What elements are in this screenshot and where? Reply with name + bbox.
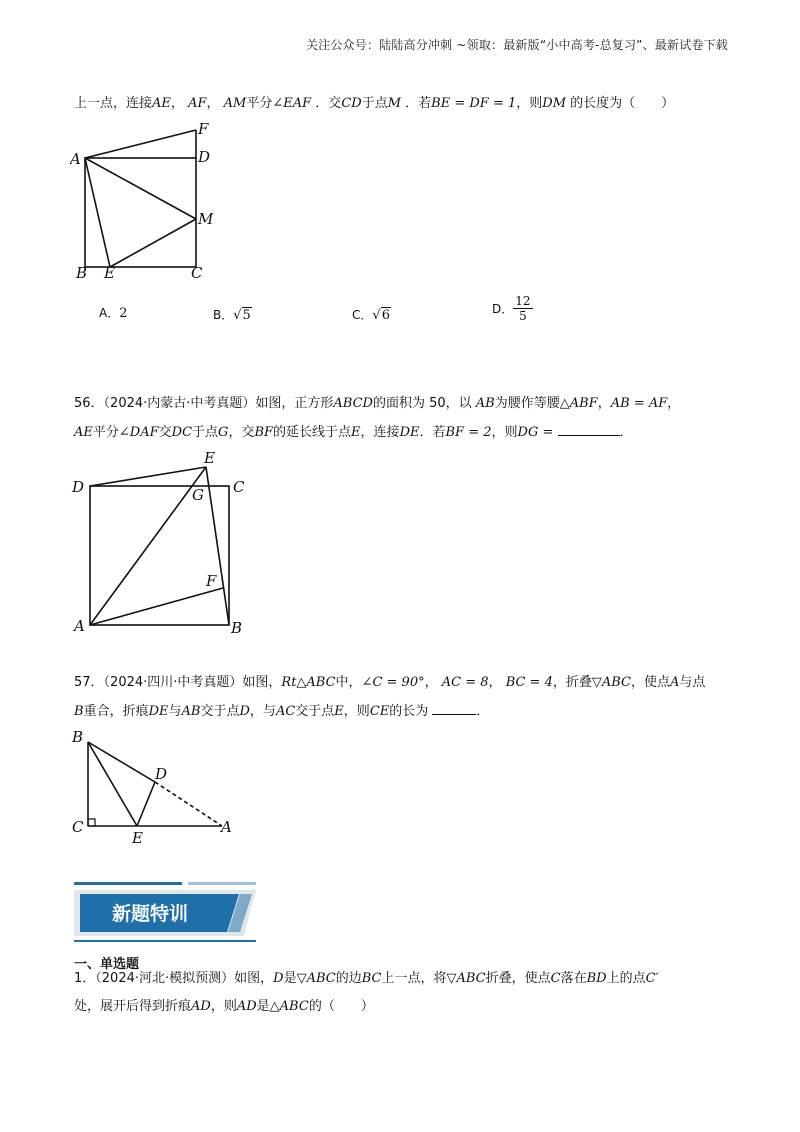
math: ▽ABC bbox=[446, 971, 486, 986]
banner-top-line bbox=[74, 882, 182, 885]
label-e: E bbox=[204, 449, 215, 467]
section-banner bbox=[74, 882, 256, 946]
math: AB bbox=[181, 704, 201, 719]
text: 处，展开后得到折痕 bbox=[74, 999, 192, 1014]
math: AF bbox=[188, 96, 207, 111]
math: △ABC bbox=[269, 999, 309, 1014]
text: 落在 bbox=[560, 971, 587, 986]
math: BC = 4 bbox=[505, 675, 553, 690]
text: 的长度为（ ） bbox=[570, 96, 675, 111]
math: DM bbox=[542, 96, 566, 111]
segment-da-dashed bbox=[155, 782, 222, 826]
option-b[interactable] bbox=[213, 306, 252, 323]
text: 于点 bbox=[361, 96, 388, 111]
segment-ae bbox=[90, 467, 206, 625]
math: AC bbox=[275, 704, 296, 719]
q56-line1 bbox=[74, 395, 680, 413]
math: E bbox=[351, 425, 361, 440]
option-label: B． bbox=[213, 308, 234, 322]
math: BE = DF = 1 bbox=[431, 96, 517, 111]
segment-af bbox=[90, 588, 223, 625]
label-e: E bbox=[132, 829, 143, 847]
text: 的面积为 50，以 bbox=[372, 396, 472, 411]
q1-line1 bbox=[74, 970, 659, 988]
text: ，则 bbox=[516, 96, 543, 111]
label-c: C bbox=[191, 264, 203, 282]
label-a: A bbox=[70, 150, 81, 168]
label-d: D bbox=[155, 765, 168, 783]
section-title: 一、单选题 bbox=[74, 957, 140, 972]
math: Rt△ABC bbox=[281, 675, 336, 690]
text: 上一点，连接 bbox=[74, 96, 153, 111]
text: ，连接 bbox=[360, 425, 400, 440]
label-a: A bbox=[74, 617, 85, 635]
math: CE bbox=[369, 704, 390, 719]
text: 56．（2024·内蒙古·中考真题）如图，正方形 bbox=[74, 396, 334, 411]
math: ∠DAF bbox=[118, 425, 159, 440]
option-c[interactable] bbox=[352, 306, 391, 323]
label-m: M bbox=[198, 210, 214, 228]
segment-eb bbox=[206, 467, 229, 625]
text: 平分 bbox=[246, 96, 273, 111]
math: AB bbox=[475, 396, 495, 411]
math: DE bbox=[148, 704, 169, 719]
banner-title: 新题特训 bbox=[112, 903, 189, 925]
radicand: 6 bbox=[381, 308, 390, 323]
text: 交于点 bbox=[295, 704, 335, 719]
text: ， bbox=[597, 396, 611, 411]
segment-em bbox=[110, 219, 196, 267]
math: A bbox=[670, 675, 680, 690]
answer-blank[interactable] bbox=[432, 713, 476, 715]
right-angle-mark bbox=[88, 819, 95, 826]
math: G bbox=[218, 425, 229, 440]
text: ，则 bbox=[210, 999, 237, 1014]
q56-line2 bbox=[74, 424, 633, 442]
sqrt: √6 bbox=[372, 308, 390, 323]
math: AD bbox=[191, 999, 211, 1014]
math: BF bbox=[254, 425, 274, 440]
page-header: 关注公众号：陆陆高分冲刺 ~领取：最新版“小中高考-总复习”、最新试卷下载 bbox=[305, 38, 728, 52]
math: BC bbox=[361, 971, 382, 986]
math: ▽ABC bbox=[296, 971, 336, 986]
text: ． bbox=[619, 425, 633, 440]
segment-de bbox=[137, 782, 155, 826]
text: ， bbox=[206, 96, 220, 111]
option-label: A． bbox=[99, 306, 120, 320]
math: C bbox=[550, 971, 561, 986]
text: 上的点 bbox=[606, 971, 646, 986]
label-f: F bbox=[198, 120, 209, 138]
math: D bbox=[273, 971, 284, 986]
label-b: B bbox=[76, 264, 88, 282]
label-d: D bbox=[72, 478, 85, 496]
text: 为腰作等腰 bbox=[494, 396, 560, 411]
label-b: B bbox=[72, 728, 84, 746]
text: ，则 bbox=[343, 704, 370, 719]
math: AC = 8 bbox=[441, 675, 489, 690]
math: AE bbox=[152, 96, 171, 111]
text: 与 bbox=[168, 704, 182, 719]
text: 中， bbox=[335, 675, 362, 690]
text: 交于点 bbox=[200, 704, 240, 719]
math: C′ bbox=[645, 971, 659, 986]
label-e: E bbox=[104, 264, 115, 282]
text: 于点 bbox=[192, 425, 219, 440]
text: 1．（2024·河北·模拟预测）如图， bbox=[74, 971, 274, 986]
radicand: 5 bbox=[242, 308, 251, 323]
math: DE bbox=[399, 425, 420, 440]
text: ，则 bbox=[491, 425, 518, 440]
math: D bbox=[239, 704, 250, 719]
math: B bbox=[74, 704, 84, 719]
math: ABCD bbox=[333, 396, 373, 411]
numerator: 12 bbox=[515, 294, 531, 308]
segment-am bbox=[85, 158, 196, 219]
math: BF = 2 bbox=[445, 425, 492, 440]
math: AB = AF bbox=[610, 396, 668, 411]
text: 是 bbox=[256, 999, 270, 1014]
text: 的（ ） bbox=[308, 999, 374, 1014]
text: ．交 bbox=[315, 96, 342, 111]
math: E bbox=[334, 704, 344, 719]
text: ，使点 bbox=[631, 675, 671, 690]
math: DG = bbox=[517, 425, 554, 440]
text: 折叠，使点 bbox=[485, 971, 551, 986]
label-a: A bbox=[221, 818, 232, 836]
text: ． bbox=[476, 704, 490, 719]
q57-line2 bbox=[74, 703, 489, 721]
q57-figure bbox=[70, 726, 245, 851]
text: ， bbox=[667, 396, 681, 411]
fraction bbox=[513, 294, 532, 323]
text: ．若 bbox=[419, 425, 446, 440]
banner-top-line-light bbox=[188, 882, 256, 885]
math: AM bbox=[223, 96, 247, 111]
text: ， bbox=[488, 675, 502, 690]
q57-line1 bbox=[74, 674, 705, 692]
q55-stem bbox=[74, 95, 674, 113]
banner-bottom-line bbox=[74, 940, 256, 942]
math: AD bbox=[236, 999, 257, 1014]
math: M bbox=[387, 96, 402, 111]
math: CD bbox=[341, 96, 362, 111]
segment-af bbox=[85, 130, 196, 158]
segment-ae bbox=[85, 158, 110, 267]
text: 上一点，将 bbox=[381, 971, 447, 986]
option-d[interactable] bbox=[492, 294, 533, 323]
label-c: C bbox=[233, 478, 245, 496]
text: 是 bbox=[283, 971, 297, 986]
math: AE bbox=[74, 425, 93, 440]
denominator: 5 bbox=[519, 309, 527, 323]
text: 重合，折痕 bbox=[83, 704, 149, 719]
label-c: C bbox=[72, 818, 84, 836]
text: 57．（2024·四川·中考真题）如图， bbox=[74, 675, 282, 690]
text: 的长为 bbox=[389, 704, 429, 719]
label-f: F bbox=[206, 572, 217, 590]
segment-bd bbox=[88, 742, 155, 782]
option-label: C． bbox=[352, 308, 373, 322]
math: △ABF bbox=[559, 396, 598, 411]
answer-blank[interactable] bbox=[558, 434, 620, 436]
math: DC bbox=[171, 425, 193, 440]
sqrt: √5 bbox=[233, 308, 251, 323]
option-value: 2 bbox=[119, 306, 128, 321]
label-b: B bbox=[231, 619, 243, 637]
text: 平分 bbox=[92, 425, 119, 440]
text: 交 bbox=[158, 425, 172, 440]
segment-be bbox=[88, 742, 137, 826]
text: 的延长线于点 bbox=[273, 425, 352, 440]
text: ，折叠 bbox=[552, 675, 592, 690]
math: BD bbox=[586, 971, 607, 986]
option-label: D． bbox=[492, 302, 514, 316]
option-a[interactable] bbox=[99, 304, 128, 321]
text: ， bbox=[170, 96, 184, 111]
label-g: G bbox=[192, 486, 204, 504]
text: ．若 bbox=[405, 96, 432, 111]
text: 的边 bbox=[335, 971, 362, 986]
q55-figure bbox=[70, 118, 230, 288]
q56-figure bbox=[70, 448, 260, 638]
math: ∠C = 90° bbox=[361, 675, 425, 690]
segment-de bbox=[90, 467, 206, 486]
math: ▽ABC bbox=[591, 675, 632, 690]
square-abcd bbox=[90, 486, 229, 625]
text: ，交 bbox=[228, 425, 255, 440]
text: ， bbox=[424, 675, 438, 690]
math: ∠EAF bbox=[272, 96, 312, 111]
label-d: D bbox=[198, 148, 211, 166]
q1-line2 bbox=[74, 998, 374, 1016]
text: 与点 bbox=[679, 675, 706, 690]
text: ，与 bbox=[249, 704, 276, 719]
